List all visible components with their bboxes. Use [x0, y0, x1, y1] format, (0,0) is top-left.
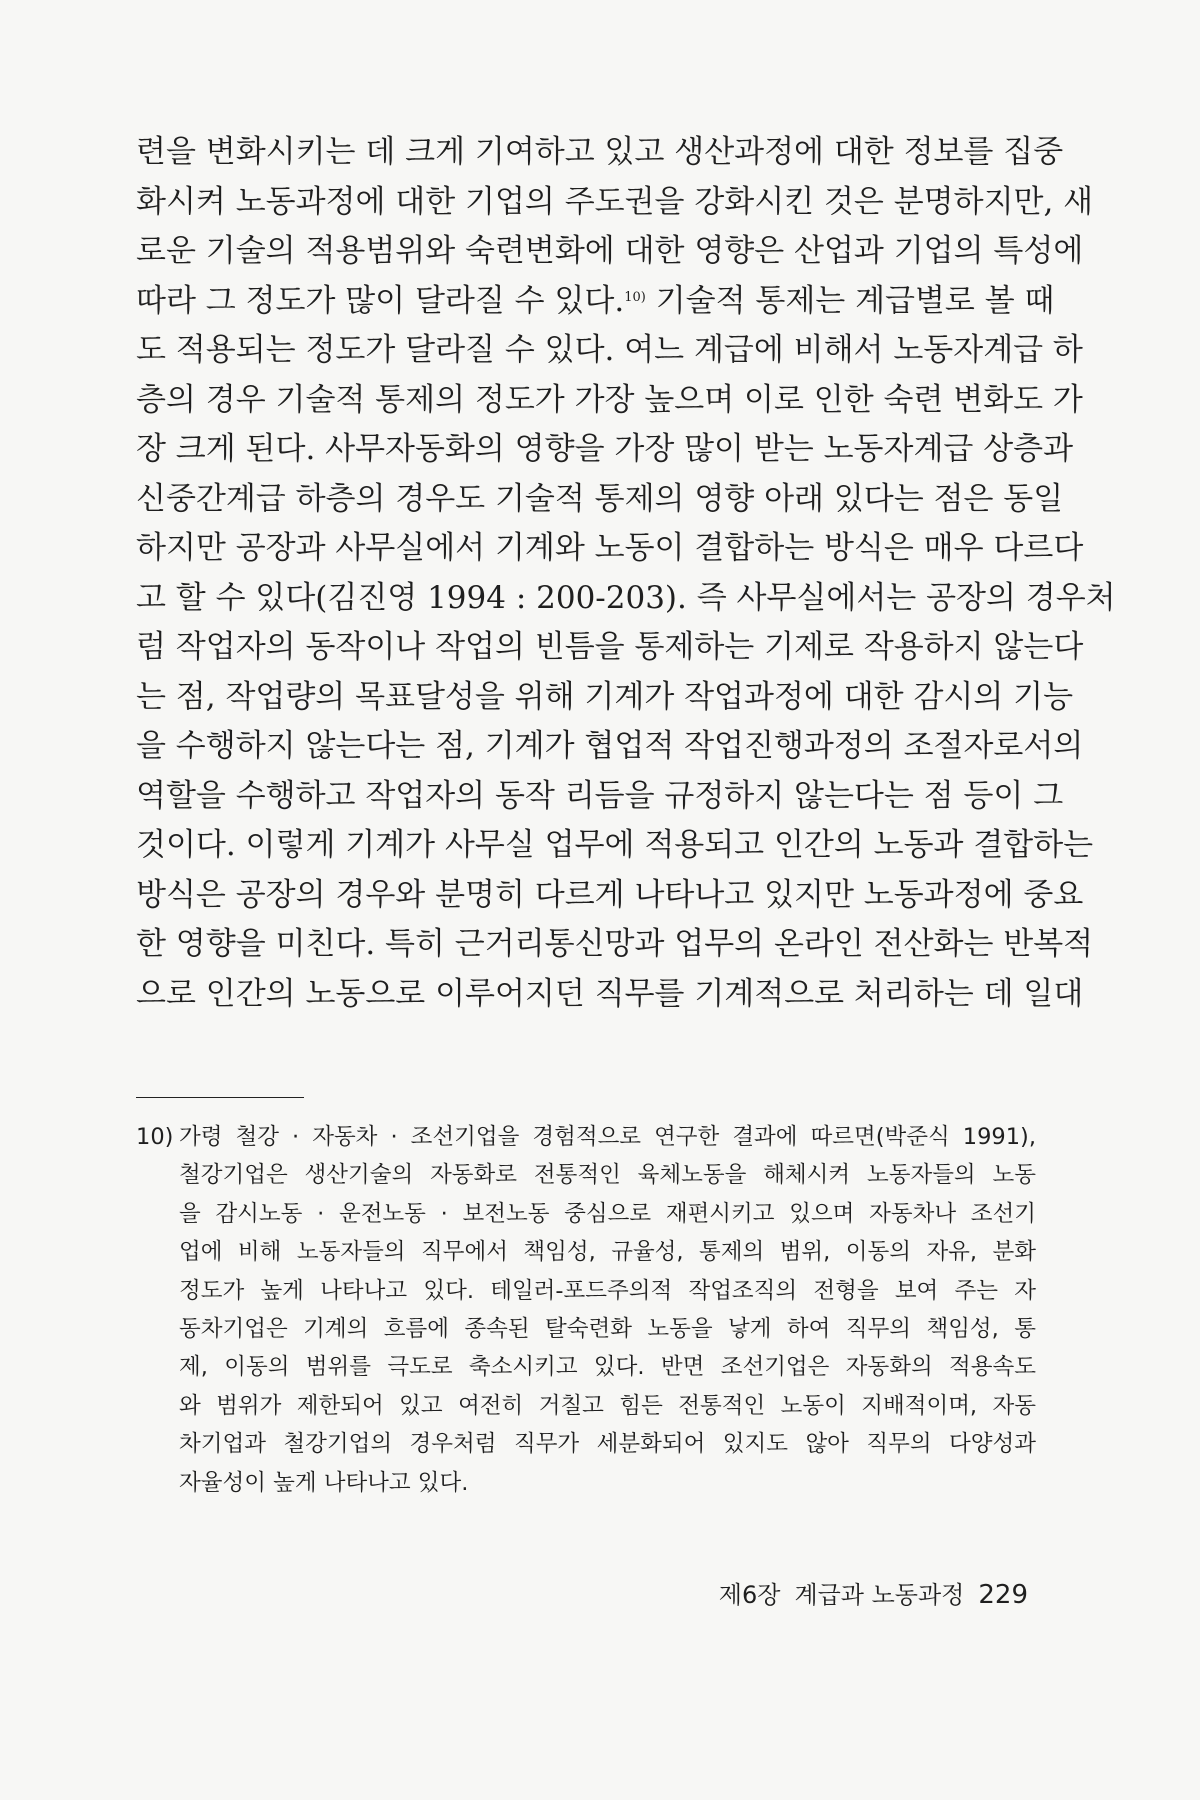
body-text — [136, 128, 1116, 1019]
footnote-line: 차기업과 철강기업의 경우처럼 직무가 세분화되어 있지도 않아 직무의 다양성과 — [179, 1431, 1036, 1458]
body-line: 방식은 공장의 경우와 분명히 다르게 나타나고 있지만 노동과정에 중요 — [136, 876, 1084, 913]
chapter-label: 제6장 — [718, 1581, 781, 1609]
footnote-line: 자율성이 높게 나타나고 있다. — [179, 1469, 469, 1496]
body-line: 으로 인간의 노동으로 이루어지던 직무를 기계적으로 처리하는 데 일대 — [136, 975, 1084, 1012]
body-line: 로운 기술의 적용범위와 숙련변화에 대한 영향은 산업과 기업의 특성에 — [136, 233, 1084, 269]
body-line-with-footnote-ref — [136, 277, 1055, 327]
body-line: 것이다. 이렇게 기계가 사무실 업무에 적용되고 인간의 노동과 결합하는 — [136, 827, 1094, 863]
footnote-line: 을 감시노동 · 운전노동 · 보전노동 중심으로 재편시키고 있으며 자동차나 조선기 — [179, 1200, 1036, 1227]
body-line: 장 크게 된다. 사무자동화의 영향을 가장 많이 받는 노동자계급 상층과 — [136, 431, 1074, 467]
footnote-line: 업에 비해 노동자들의 직무에서 책임성, 규율성, 통제의 범위, 이동의 자유, 분화 — [179, 1239, 1036, 1266]
footnote-line: 동차기업은 기계의 흐름에 종속된 탈숙련화 노동을 낳게 하여 직무의 책임성, 통 — [179, 1316, 1036, 1343]
body-line: 신중간계급 하층의 경우도 기술적 통제의 영향 아래 있다는 점은 동일 — [136, 480, 1064, 517]
body-line: 을 수행하지 않는다는 점, 기계가 협업적 작업진행과정의 조절자로서의 — [136, 728, 1084, 764]
footnote-line: 와 범위가 제한되어 있고 여전히 거칠고 힘든 전통적인 노동이 지배적이며, 자동 — [179, 1392, 1036, 1419]
footnote-line: 정도가 높게 나타나고 있다. 테일러-포드주의적 작업조직의 전형을 보여 주는 자 — [179, 1277, 1036, 1304]
footnote-line: 철강기업은 생산기술의 자동화로 전통적인 육체노동을 해체시켜 노동자들의 노동 — [179, 1162, 1036, 1189]
running-footer — [719, 1575, 1028, 1610]
body-line: 한 영향을 미친다. 특히 근거리통신망과 업무의 온라인 전산화는 반복적 — [136, 926, 1094, 962]
footnote — [136, 1118, 1036, 1502]
body-line: 럼 작업자의 동작이나 작업의 빈틈을 통제하는 기제로 작용하지 않는다 — [136, 629, 1084, 665]
footnote-line — [136, 1118, 1036, 1156]
body-line-segment: 기술적 통제는 계급별로 볼 때 — [645, 282, 1055, 319]
page-number: 229 — [978, 1580, 1028, 1610]
footnote-reference[interactable]: 10) — [624, 289, 646, 305]
body-line: 도 적용되는 정도가 달라질 수 있다. 여느 계급에 비해서 노동자계급 하 — [136, 332, 1083, 368]
body-line: 화시켜 노동과정에 대한 기업의 주도권을 강화시킨 것은 분명하지만, 새 — [136, 183, 1094, 220]
body-line: 고 할 수 있다(김진영 1994 : 200-203). 즉 사무실에서는 공장의 경우처 — [136, 579, 1116, 616]
footnote-line-text: 가령 철강 · 자동차 · 조선기업을 경험적으로 연구한 결과에 따르면(박준식 1991), — [179, 1124, 1036, 1150]
body-line: 역할을 수행하고 작업자의 동작 리듬을 규정하지 않는다는 점 등이 그 — [136, 777, 1064, 814]
footnote-number: 10) — [136, 1124, 174, 1150]
chapter-title: 계급과 노동과정 — [794, 1581, 965, 1609]
footnote-line: 제, 이동의 범위를 극도로 축소시키고 있다. 반면 조선기업은 자동화의 적용속도 — [179, 1354, 1036, 1381]
body-line-segment: 따라 그 정도가 많이 달라질 수 있다. — [136, 282, 625, 319]
body-line: 는 점, 작업량의 목표달성을 위해 기계가 작업과정에 대한 감시의 기능 — [136, 678, 1074, 715]
body-line: 하지만 공장과 사무실에서 기계와 노동이 결합하는 방식은 매우 다르다 — [136, 530, 1084, 566]
body-line: 련을 변화시키는 데 크게 기여하고 있고 생산과정에 대한 정보를 집중 — [136, 134, 1064, 170]
body-line: 층의 경우 기술적 통제의 정도가 가장 높으며 이로 인한 숙련 변화도 가 — [136, 381, 1083, 418]
footnote-divider — [136, 1097, 304, 1098]
